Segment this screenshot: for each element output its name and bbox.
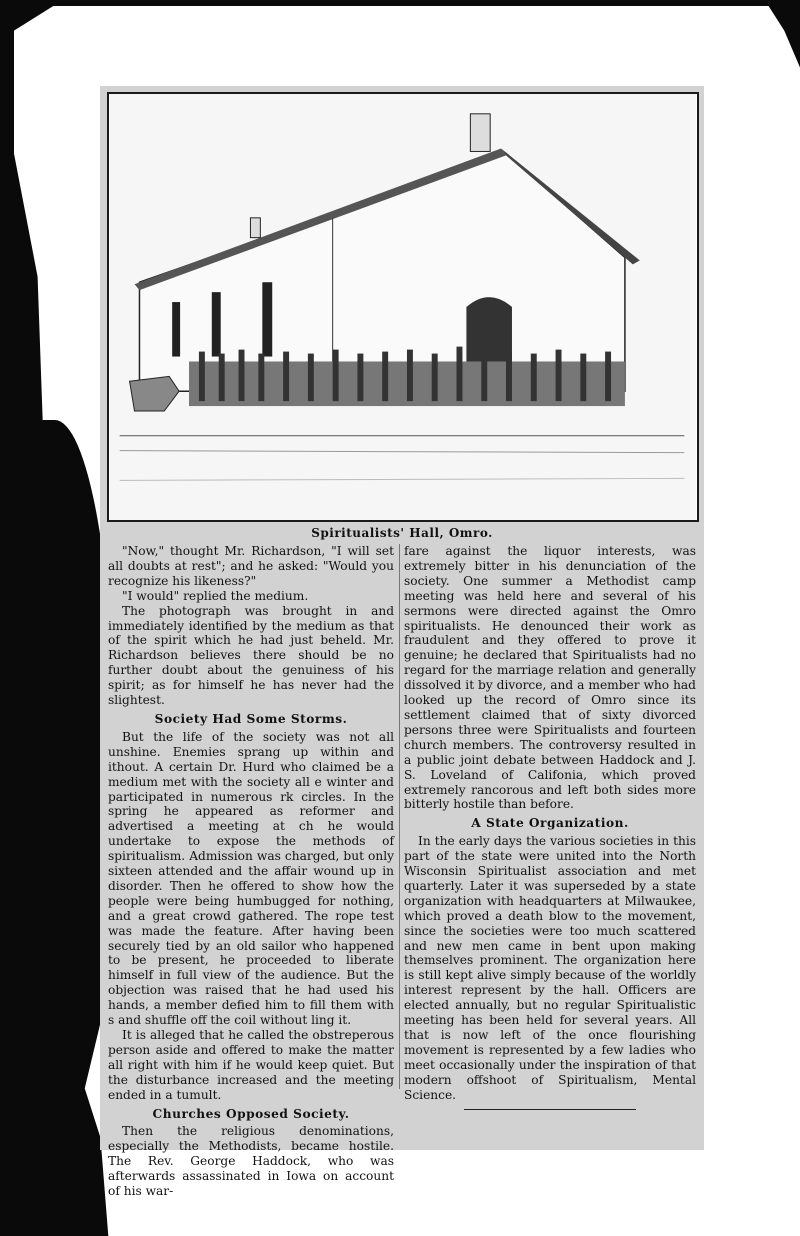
paragraph: The photograph was brought in and immediately identified by the medium as that of the spirit which he had just beheld. Mr. Richardson believes there should be no further doubt about the genuiness of his spirit; as for himself he has never had the slightest. bbox=[108, 603, 394, 708]
paragraph: fare against the liquor interests, was extremely bitter in his denunciation of the society. One summer a Methodist camp meeting was held here and several of his sermons were directed against the Omro spiritualists. He denounced their work as fraudulent and they offered to prove it genuine; he declared that Spiritualists had no regard for the marriage relation and generally dissolved it by divorce, and a member who had looked up the record of Omro since its settlement claimed that of sixty divorced persons three were Spiritualists and fourteen church members. The controversy resulted in a public joint debate between Haddock and J. S. Loveland of Califonia, which proved extremely rancorous and left both sides more bitterly hostile than before. bbox=[404, 544, 696, 812]
section-heading: Churches Opposed Society. bbox=[152, 1106, 350, 1121]
article-column-right bbox=[404, 544, 696, 1110]
paragraph: It is alleged that he called the obstreperous person aside and offered to make the matter all right with him if he would keep quiet. But the disturbance increased and the meeting ended in a tumult. bbox=[108, 1028, 394, 1102]
illustration-caption: Spiritualists' Hall, Omro. bbox=[311, 526, 493, 540]
hall-illustration bbox=[107, 92, 699, 522]
paragraph: "Now," thought Mr. Richardson, "I will set all doubts at rest"; and he asked: "Would you recognize his likeness?" bbox=[108, 544, 394, 588]
paragraph: But the life of the society was not all unshine. Enemies sprang up within and ithout. A certain Dr. Hurd who claimed be a medium met with the society all e winter and participated in numerous rk circles. In the spring he appeared as reformer and advertised a meeting at ch he would undertake to expose the methods of spiritualism. Admission was charged, but only sixteen attended and the affair wound up in disorder. Then he offered to show how the people were being humbugged for nothing, and a great crowd gathered. The rope test was made the feature. After having been securely tied by an old sailor who happened to be present, he proceeded to liberate himself in full view of the audience. But the objection was raised that he had used his hands, a member defied him to fill them with s and shuffle off the coil without ling it. bbox=[108, 729, 394, 1028]
end-rule bbox=[464, 1109, 636, 1110]
section-heading: Society Had Some Storms. bbox=[154, 711, 348, 726]
article-column-left bbox=[108, 544, 394, 1199]
column-divider bbox=[399, 544, 400, 1089]
hall-sketch bbox=[109, 94, 697, 520]
section-heading: A State Organization. bbox=[471, 816, 629, 831]
paragraph: In the early days the various societies in this part of the state were united into the North Wisconsin Spiritualist association and met quarterly. Later it was superseded by a state organization with headquarters at Milwaukee, which proved a death blow to the movement, since the societies were too much scattered and new men came in bent upon making themselves prominent. The organization here is still kept alive simply because of the worldly interest represent by the hall. Officers are elected annually, but no regular Spiritualistic meeting has been held for several years. All that is now left of the once flourishing movement is represented by a few ladies who meet occasionally under the inspiration of that modern offshoot of Spiritualism, Mental Science. bbox=[404, 834, 696, 1102]
paragraph: Then the religious denominations, especially the Methodists, became hostile. The Rev. George Haddock, who was afterwards assassinated in Iowa on account of his war- bbox=[108, 1124, 394, 1199]
paragraph: "I would" replied the medium. bbox=[122, 588, 309, 603]
